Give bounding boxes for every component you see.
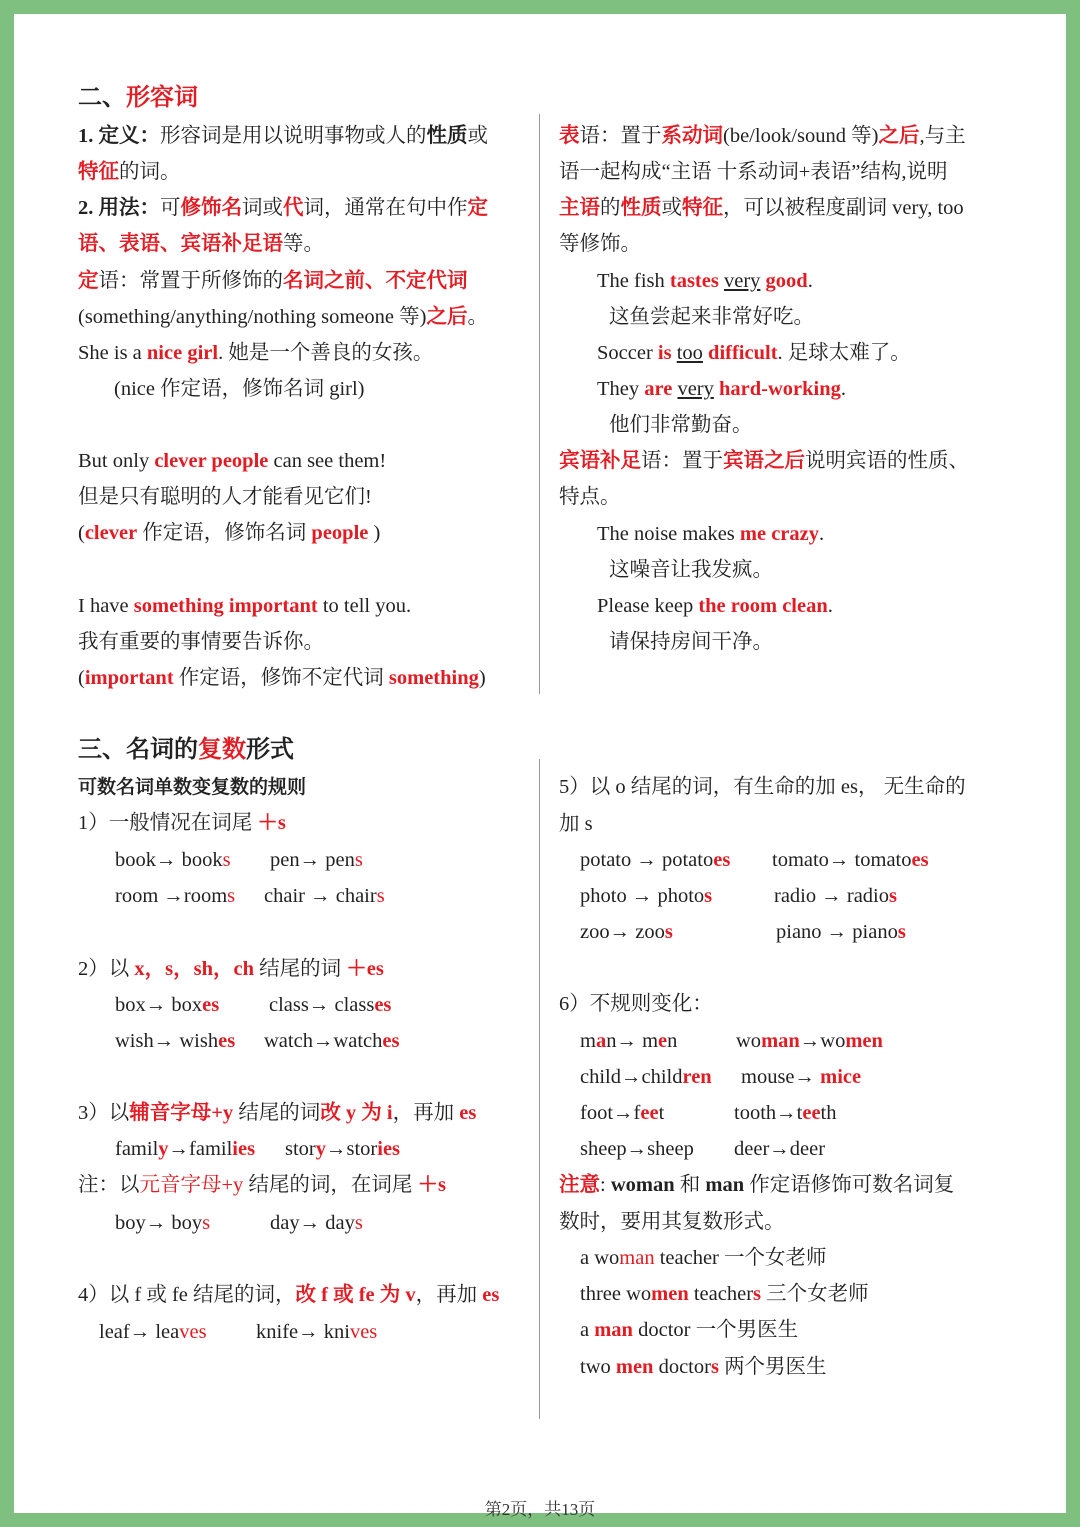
example-soccer: Soccer is too difficult. 足球太难了。	[597, 342, 911, 364]
rule-5-example: tomato→ tomatoes	[772, 849, 929, 871]
rule-6: 6）不规则变化：	[559, 993, 713, 1015]
example-they-are: They are very hard-working.	[597, 378, 847, 400]
rule-2-example: watch→watches	[264, 1030, 400, 1052]
rule-3-note-example: boy→ boys	[115, 1212, 211, 1234]
example-room-clean-cn: 请保持房间干净。	[609, 631, 773, 653]
plural-rules-subtitle: 可数名词单数变复数的规则	[78, 776, 307, 798]
section-title-adjective: 二、形容词	[78, 83, 198, 111]
rule-1-example: book→ books	[115, 849, 231, 871]
example-noise-cn: 这噪音让我发疯。	[609, 559, 773, 581]
rule-5-line-1: 5）以 o 结尾的词，有生命的加 es， 无生命的	[559, 776, 966, 798]
rule-3-example: family→families	[115, 1138, 256, 1160]
rule-2-example: wish→ wishes	[115, 1030, 236, 1052]
attention-example: a man doctor 一个男医生	[580, 1319, 799, 1341]
predicative-line-3: 主语的性质或特征，可以被程度副词 very, too	[559, 197, 964, 219]
section-title-plural-nouns: 三、名词的复数形式	[78, 735, 294, 763]
rule-5-line-2: 加 s	[559, 813, 593, 835]
example-something-important-cn: 我有重要的事情要告诉你。	[78, 631, 324, 653]
rule-1-example: room →rooms	[115, 885, 236, 907]
rule-5-example: potato → potatoes	[580, 849, 731, 871]
document-page	[14, 14, 1066, 1519]
rule-6-example: child→children	[580, 1066, 712, 1088]
rule-3: 3）以辅音字母+y 结尾的词改 y 为 i，再加 es	[78, 1102, 477, 1124]
definition-line-1: 1. 定义：形容词是用以说明事物或人的性质或	[78, 125, 488, 147]
attributive-line-1: 定语：常置于所修饰的名词之前、不定代词	[78, 270, 468, 292]
example-fish-tastes-cn: 这鱼尝起来非常好吃。	[609, 306, 814, 328]
rule-5-example: piano → pianos	[776, 921, 906, 943]
rule-6-example: woman→women	[736, 1030, 883, 1052]
attention-line-2: 数时，要用其复数形式。	[559, 1211, 785, 1233]
usage-line-1: 2. 用法：可修饰名词或代词，通常在句中作定	[78, 197, 488, 219]
object-complement-line-1: 宾语补足语：置于宾语之后说明宾语的性质、	[559, 450, 969, 472]
rule-4-example: leaf→ leaves	[99, 1321, 207, 1343]
example-room-clean: Please keep the room clean.	[597, 595, 833, 617]
predicative-line-2: 语一起构成“主语 十系动词+表语”结构,说明	[559, 161, 948, 183]
rule-1-example: pen→ pens	[270, 849, 363, 871]
example-something-important-note: (important 作定语，修饰不定代词 something)	[78, 667, 486, 689]
attention-example: two men doctors 两个男医生	[580, 1356, 827, 1378]
predicative-line-1: 表语：置于系动词(be/look/sound 等)之后,与主	[559, 125, 966, 147]
rule-6-example: deer→deer	[734, 1138, 826, 1160]
rule-5-example: zoo→ zoos	[580, 921, 673, 943]
rule-3-note: 注：以元音字母+y 结尾的词，在词尾 ＋s	[78, 1174, 447, 1196]
rule-3-note-example: day→ days	[270, 1212, 363, 1234]
attention-example: a woman teacher 一个女老师	[580, 1247, 827, 1269]
usage-line-2: 语、表语、宾语补足语等。	[78, 233, 324, 255]
example-fish-tastes: The fish tastes very good.	[597, 270, 813, 292]
example-clever-people: But only clever people can see them!	[78, 450, 387, 472]
rule-5-example: photo → photos	[580, 885, 713, 907]
rule-6-example: man→ men	[580, 1030, 678, 1052]
rule-6-example: foot→feet	[580, 1102, 665, 1124]
rule-6-example: tooth→teeth	[734, 1102, 837, 1124]
rule-2: 2）以 x，s，sh，ch 结尾的词 ＋es	[78, 958, 384, 980]
rule-1-example: chair → chairs	[264, 885, 385, 907]
attention-example: three women teachers 三个女老师	[580, 1283, 869, 1305]
example-something-important: I have something important to tell you.	[78, 595, 412, 617]
example-they-are-cn: 他们非常勤奋。	[609, 414, 753, 436]
rule-2-example: class→ classes	[269, 994, 392, 1016]
example-clever-people-note: (clever 作定语，修饰名词 people )	[78, 522, 381, 544]
example-clever-people-cn: 但是只有聪明的人才能看见它们!	[78, 486, 372, 508]
attributive-line-2: (something/anything/nothing someone 等)之后。	[78, 306, 488, 328]
rule-3-example: story→stories	[285, 1138, 401, 1160]
rule-4: 4）以 f 或 fe 结尾的词，改 f 或 fe 为 v，再加 es	[78, 1284, 500, 1306]
predicative-line-4: 等修饰。	[559, 233, 641, 255]
definition-line-2: 特征的词。	[78, 161, 181, 183]
page-footer: 第2页，共13页	[484, 1500, 596, 1519]
example-nice-girl-note: (nice 作定语，修饰名词 girl)	[114, 378, 365, 400]
column-divider	[539, 114, 540, 694]
object-complement-line-2: 特点。	[559, 486, 621, 508]
rule-2-example: box→ boxes	[115, 994, 220, 1016]
rule-6-example: sheep→sheep	[580, 1138, 694, 1160]
attention-line-1: 注意: woman 和 man 作定语修饰可数名词复	[559, 1174, 955, 1196]
rule-5-example: radio → radios	[774, 885, 897, 907]
rule-1: 1）一般情况在词尾 ＋s	[78, 812, 286, 834]
rule-6-example: mouse→ mice	[741, 1066, 862, 1088]
example-nice-girl: She is a nice girl. 她是一个善良的女孩。	[78, 342, 434, 364]
example-noise: The noise makes me crazy.	[597, 523, 825, 545]
rule-4-example: knife→ knives	[256, 1321, 378, 1343]
column-divider	[539, 759, 540, 1419]
